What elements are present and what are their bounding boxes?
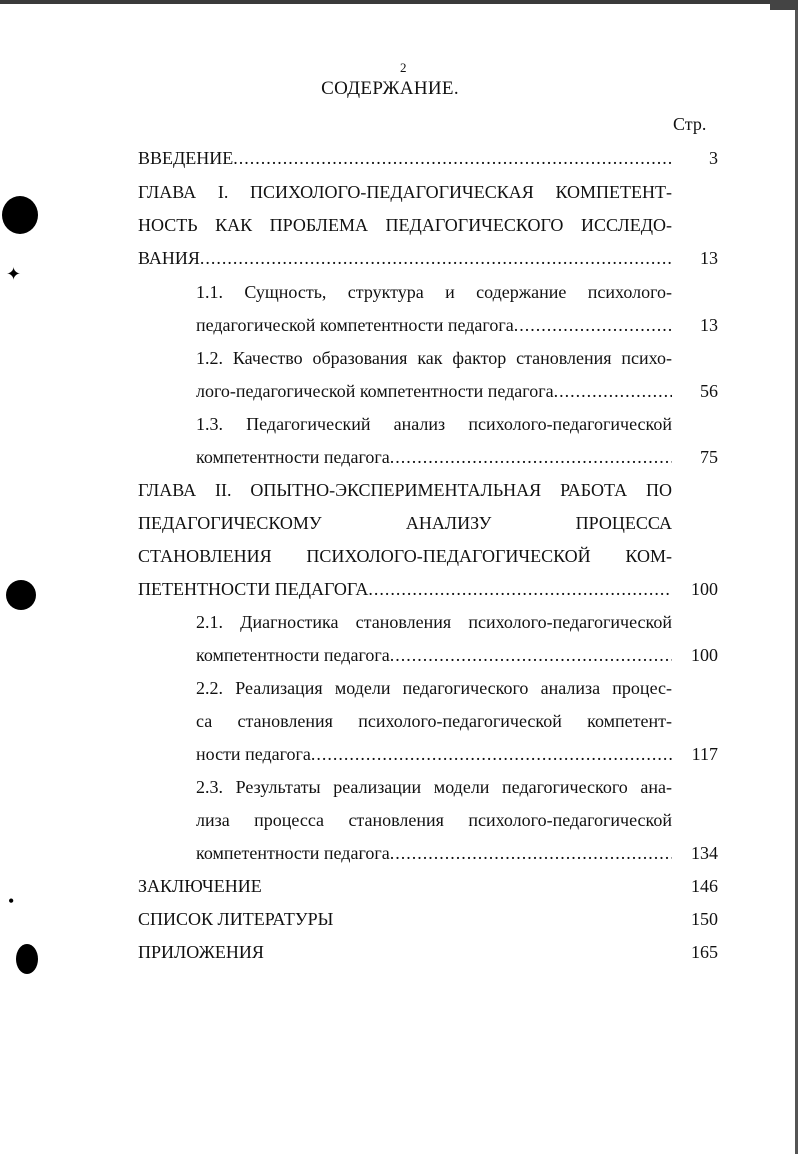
toc-page-number: 100 — [691, 579, 718, 599]
page-number: 2 — [400, 60, 407, 75]
toc-section-2-2-line-2[interactable]: са становления психолого-педагогической компетент- — [196, 711, 672, 731]
toc-section-1-2-line-1[interactable]: 1.2. Качество образования как фактор становления психо- — [196, 348, 672, 368]
page-title: СОДЕРЖАНИЕ. — [321, 78, 459, 99]
toc-entry-label: компетентности педагога — [196, 843, 390, 863]
toc-page-number: 117 — [691, 744, 718, 764]
scan-speck: ✦ — [6, 264, 22, 284]
scan-speck: • — [8, 891, 15, 911]
toc-chapter-1-line-1[interactable]: ГЛАВА I. ПСИХОЛОГО-ПЕДАГОГИЧЕСКАЯ КОМПЕТЕНТ- — [138, 182, 672, 202]
toc-entry-label: ВАНИЯ — [138, 248, 200, 268]
toc-page-number: 150 — [691, 909, 718, 929]
toc-page-number: 165 — [691, 942, 718, 962]
toc-entry-label: ВВЕДЕНИЕ — [138, 148, 234, 168]
toc-entry-label: ПЕТЕНТНОСТИ ПЕДАГОГА — [138, 579, 369, 599]
toc-chapter-1-line-3[interactable] — [138, 243, 672, 273]
toc-section-1-1-line-2[interactable] — [196, 310, 672, 340]
toc-section-2-1-line-2[interactable] — [196, 640, 672, 670]
toc-section-1-3-line-2[interactable] — [196, 442, 672, 472]
punch-hole-2 — [6, 580, 36, 610]
toc-section-2-2-line-3[interactable] — [196, 739, 672, 769]
toc-entry-label: ности педагога — [196, 744, 311, 764]
page-column-label: Стр. — [673, 114, 707, 134]
toc-chapter-1-line-2[interactable]: НОСТЬ КАК ПРОБЛЕМА ПЕДАГОГИЧЕСКОГО ИССЛЕДО- — [138, 215, 672, 235]
toc-page-number: 146 — [691, 876, 718, 896]
scan-edge-top — [0, 0, 798, 4]
toc-section-2-2-line-1[interactable]: 2.2. Реализация модели педагогического анализа процес- — [196, 678, 672, 698]
toc-page-number: 13 — [700, 315, 718, 335]
toc-section-2-3-line-3[interactable] — [196, 838, 672, 868]
toc-entry-appendix[interactable]: ПРИЛОЖЕНИЯ — [138, 942, 264, 962]
toc-page-number: 3 — [709, 148, 718, 168]
toc-chapter-2-line-2[interactable]: ПЕДАГОГИЧЕСКОМУ АНАЛИЗУ ПРОЦЕССА — [138, 513, 672, 533]
toc-entry-label: компетентности педагога — [196, 447, 390, 467]
toc-page-number: 13 — [700, 248, 718, 268]
toc-section-1-1-line-1[interactable]: 1.1. Сущность, структура и содержание психолого- — [196, 282, 672, 302]
scan-corner-mark — [770, 0, 798, 10]
toc-entry-intro[interactable] — [138, 143, 672, 173]
toc-section-1-2-line-2[interactable] — [196, 376, 672, 406]
toc-page-number: 56 — [700, 381, 718, 401]
toc-section-2-3-line-2[interactable]: лиза процесса становления психолого-педагогической — [196, 810, 672, 830]
punch-hole-3 — [16, 944, 38, 974]
toc-chapter-2-line-1[interactable]: ГЛАВА II. ОПЫТНО-ЭКСПЕРИМЕНТАЛЬНАЯ РАБОТА ПО — [138, 480, 672, 500]
toc-page-number: 75 — [700, 447, 718, 467]
toc-page-number: 100 — [691, 645, 718, 665]
toc-chapter-2-line-3[interactable]: СТАНОВЛЕНИЯ ПСИХОЛОГО-ПЕДАГОГИЧЕСКОЙ КОМ- — [138, 546, 672, 566]
punch-hole-1 — [2, 196, 38, 234]
toc-entry-references[interactable]: СПИСОК ЛИТЕРАТУРЫ — [138, 909, 334, 929]
toc-section-2-3-line-1[interactable]: 2.3. Результаты реализации модели педагогического ана- — [196, 777, 672, 797]
toc-entry-label: педагогической компетентности педагога — [196, 315, 514, 335]
toc-entry-conclusion[interactable]: ЗАКЛЮЧЕНИЕ — [138, 876, 262, 896]
toc-entry-label: компетентности педагога — [196, 645, 390, 665]
toc-section-2-1-line-1[interactable]: 2.1. Диагностика становления психолого-педагогической — [196, 612, 672, 632]
toc-entry-label: лого-педагогической компетентности педагога — [196, 381, 554, 401]
toc-section-1-3-line-1[interactable]: 1.3. Педагогический анализ психолого-педагогической — [196, 414, 672, 434]
toc-chapter-2-line-4[interactable] — [138, 574, 672, 604]
toc-page-number: 134 — [691, 843, 718, 863]
